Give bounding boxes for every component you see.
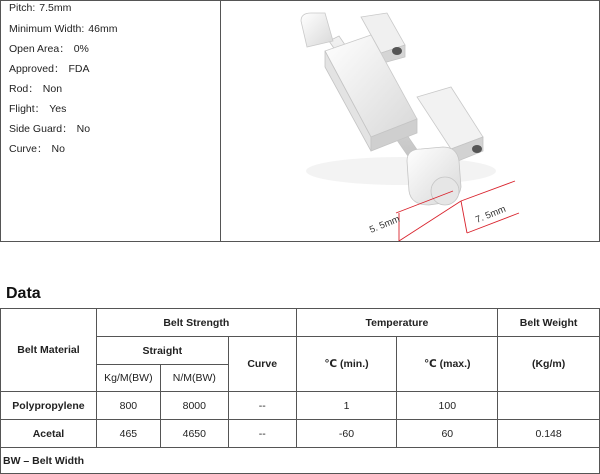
- cell-temp-max: 100: [397, 392, 498, 420]
- header-straight: Straight: [96, 337, 228, 365]
- data-table: [0, 308, 600, 474]
- spec-side-guard: Side Guard： No: [9, 123, 91, 135]
- cell-curve: --: [228, 392, 296, 420]
- header-belt-material: Belt Material: [1, 309, 97, 392]
- header-weight-unit: (Kg/m): [498, 337, 600, 392]
- belt-width-note: BW – Belt Width: [1, 448, 600, 474]
- cell-material: Polypropylene: [1, 392, 97, 420]
- table-header-row-1: [1, 309, 600, 337]
- header-temperature: Temperature: [296, 309, 498, 337]
- cell-kg: 465: [96, 420, 160, 448]
- cell-weight: 0.148: [498, 420, 600, 448]
- cell-temp-min: -60: [296, 420, 397, 448]
- dimension-pitch-label: 7. 5mm: [474, 203, 508, 226]
- cell-kg: 800: [96, 392, 160, 420]
- header-n-per-m: N/M(BW): [160, 365, 228, 392]
- spec-approved: Approved： FDA: [9, 63, 90, 75]
- belt-module-drawing: [221, 1, 599, 241]
- table-row: [1, 392, 600, 420]
- spec-rod: Rod： Non: [9, 83, 63, 95]
- spec-flight: Flight： Yes: [9, 103, 67, 115]
- header-curve: Curve: [228, 337, 296, 392]
- dimension-height-label: 5. 5mm: [368, 213, 402, 236]
- header-belt-weight: Belt Weight: [498, 309, 600, 337]
- spec-pitch: Pitch: 7.5mm: [9, 2, 72, 14]
- table-note-row: [1, 448, 600, 474]
- header-kg-per-m: Kg/M(BW): [96, 365, 160, 392]
- spec-curve: Curve： No: [9, 143, 65, 155]
- cell-curve: --: [228, 420, 296, 448]
- belt-module-illustration: [221, 1, 599, 241]
- header-temp-min: ℃ (min.): [296, 337, 397, 392]
- section-title: Data: [6, 285, 41, 302]
- cell-weight: [498, 392, 600, 420]
- spec-open-area: Open Area： 0%: [9, 43, 89, 55]
- cell-temp-min: 1: [296, 392, 397, 420]
- table-row: [1, 420, 600, 448]
- specs-list: [1, 1, 221, 241]
- header-belt-strength: Belt Strength: [96, 309, 296, 337]
- cell-material: Acetal: [1, 420, 97, 448]
- cell-temp-max: 60: [397, 420, 498, 448]
- cell-nm: 8000: [160, 392, 228, 420]
- cell-nm: 4650: [160, 420, 228, 448]
- spec-minimum-width: Minimum Width: 46mm: [9, 23, 118, 35]
- header-temp-max: ℃ (max.): [397, 337, 498, 392]
